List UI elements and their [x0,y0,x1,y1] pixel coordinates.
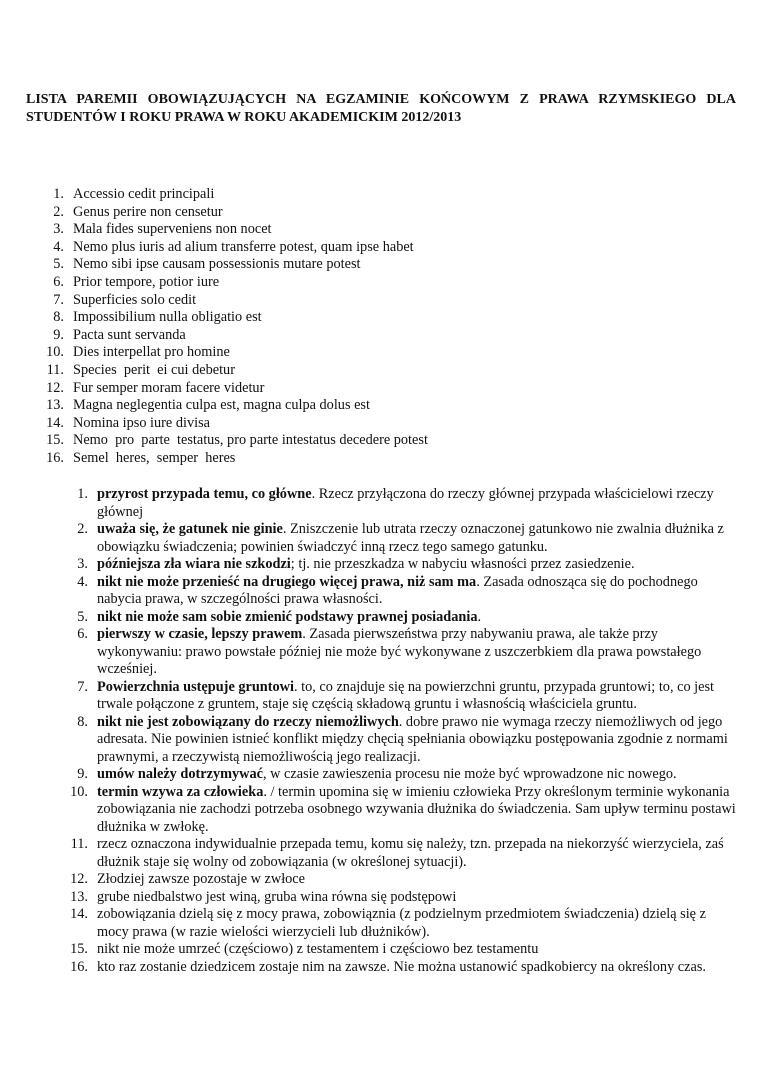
item-text [97,906,737,941]
list-item [62,714,737,767]
item-text: Nemo plus iuris ad alium transferre potest, quam ipse habet [73,238,414,255]
list-item [62,766,737,784]
item-maxim: nikt nie jest zobowiązany do rzeczy niemożliwych [97,713,399,730]
list-item [62,556,737,574]
item-number: 12. [70,871,88,887]
item-number: 5. [53,256,64,273]
item-number: 6. [77,626,88,642]
item-text [97,486,737,521]
list-item [38,274,428,292]
item-number: 15. [70,941,88,957]
item-number: 2. [77,521,88,537]
item-maxim: późniejsza zła wiara nie szkodzi [97,556,291,572]
list-item [62,906,737,941]
list-item [38,450,428,468]
list-item [62,609,737,627]
item-maxim: nikt nie może sam sobie zmienić podstawy prawnej posiadania [97,608,478,625]
item-explanation: zobowiązania dzielą się z mocy prawa, zobowiąznia (z podzielnym przedmiotem świadczenia) dzielą się z mocy prawa (w razie wielości wierzycieli lub dłużników). [97,906,706,940]
item-number: 14. [46,414,64,431]
list-item [38,344,428,362]
item-text: Fur semper moram facere videtur [73,379,265,396]
item-text: Magna neglegentia culpa est, magna culpa dolus est [73,397,370,414]
item-text [97,679,737,714]
list-item [62,521,737,556]
item-maxim: termin wzywa za człowieka [97,783,264,800]
item-number: 1. [53,186,64,202]
polish-translations-list [62,486,737,976]
item-explanation: . / termin upomina się w imieniu człowieka Przy określonym terminie wykonania zobowiązania nie zachodzi potrzeba osobnego wzywania dłużnika do świadczenia. Sam upływ terminu postawi dłużnika w zwłokę. [97,783,736,835]
list-item [38,186,428,204]
item-text: Dies interpellat pro homine [73,344,230,361]
list-item [62,889,737,907]
item-number: 6. [53,273,64,290]
item-explanation: rzecz oznaczona indywidualnie przepada temu, komu się należy, tzn. przepada na niekorzyść wierzyciela, zaś dłużnik staje się wolny od zobowiązania (w określonej sytuacji). [97,836,724,870]
item-text: Nemo sibi ipse causam possessionis mutare potest [73,256,361,273]
item-number: 13. [46,397,64,414]
item-text [97,959,737,977]
item-maxim: przyrost przypada temu, co główne [97,486,312,502]
item-text [97,941,737,959]
item-number: 14. [70,906,88,922]
item-number: 5. [77,608,88,625]
list-item [62,486,737,521]
item-number: 10. [70,783,88,800]
item-text: Nemo pro parte testatus, pro parte intestatus decedere potest [73,432,428,449]
item-number: 11. [46,361,64,378]
list-item [38,397,428,415]
item-explanation: . dobre prawo nie wymaga rzeczy niemożliwych od jego adresata. Nie powinien istnieć konflikt między chęcią spełniania obowiązku postępowania zgodnie z normami prawnymi, a rzeczywistą niemożliwością jego realizacji. [97,713,728,765]
item-text: Species perit ei cui debetur [73,361,235,378]
list-item [38,432,428,450]
item-text [97,609,737,627]
item-number: 11. [70,836,88,852]
list-item [38,362,428,380]
list-item [62,836,737,871]
item-number: 16. [46,449,64,466]
list-item [38,309,428,327]
list-item [62,626,737,679]
item-explanation: . Zniszczenie lub utrata rzeczy oznaczonej gatunkowo nie zwalnia dłużnika z obowiązku świadczenia; powinien świadczyć inną rzecz tego samego gatunku. [97,521,724,555]
item-number: 8. [77,713,88,730]
item-number: 7. [77,678,88,695]
item-text: Prior tempore, potior iure [73,273,220,290]
item-number: 3. [77,556,88,572]
list-item [38,256,428,274]
list-item [62,784,737,837]
list-item [62,679,737,714]
list-item [38,415,428,433]
list-item [62,574,737,609]
item-maxim: umów należy dotrzymywać [97,766,263,782]
item-explanation: . Zasada pierwszeństwa przy nabywaniu prawa, ale także przy wykonywaniu: prawo powstałe później nie może być wykonywane z uszczerbkiem dla prawa powstałego wcześniej. [97,626,702,677]
item-text [97,836,737,871]
item-number: 4. [53,238,64,255]
item-text [97,784,737,837]
item-explanation: nikt nie może umrzeć (częściowo) z testamentem i częściowo bez testamentu [97,941,539,957]
item-number: 10. [46,344,64,361]
item-explanation: . to, co znajduje się na powierzchni gruntu, przypada gruntowi; to, co jest trwale połączone z gruntem, staje się częścią składową gruntu i własnością właściciela gruntu. [97,678,715,712]
item-number: 8. [53,309,64,326]
list-item [38,239,428,257]
item-text [97,714,737,767]
item-number: 1. [77,486,88,502]
item-text [97,626,737,679]
list-item [62,871,737,889]
item-number: 3. [53,221,64,238]
item-number: 15. [46,432,64,449]
item-maxim: uważa się, że gatunek nie ginie [97,521,283,537]
item-number: 13. [70,888,88,905]
item-explanation: . [477,608,482,625]
item-number: 4. [77,573,88,590]
item-maxim: pierwszy w czasie, lepszy prawem [97,626,303,642]
item-text: Semel heres, semper heres [73,449,236,466]
item-number: 12. [46,379,64,396]
item-text: Impossibilium nulla obligatio est [73,309,262,326]
item-text: Superficies solo cedit [73,291,197,308]
list-item [38,327,428,345]
list-item [38,204,428,222]
item-text [97,574,737,609]
item-text: Mala fides superveniens non nocet [73,221,272,238]
latin-maxims-list [38,186,428,468]
item-explanation: Złodziej zawsze pozostaje w zwłoce [97,871,306,887]
page-title: LISTA PAREMII OBOWIĄZUJĄCYCH NA EGZAMINIE KOŃCOWYM Z PRAWA RZYMSKIEGO DLA STUDENTÓW I ROKU PRAWA W ROKU AKADEMICKIM 2012/2013 [26,92,736,125]
item-text [97,766,737,784]
item-text: Pacta sunt servanda [73,326,186,343]
item-number: 16. [70,958,88,975]
item-text [97,889,737,907]
item-number: 9. [77,766,88,782]
item-text: Genus perire non censetur [73,203,223,220]
item-number: 7. [53,291,64,308]
item-explanation: . Rzecz przyłączona do rzeczy głównej przypada właścicielowi rzeczy głównej [97,486,714,520]
item-explanation: kto raz zostanie dziedzicem zostaje nim na zawsze. Nie można ustanowić spadkobiercy na określony czas. [97,958,706,975]
item-explanation: grube niedbalstwo jest winą, gruba wina równa się podstępowi [97,888,457,905]
item-maxim: Powierzchnia ustępuje gruntowi [97,678,294,695]
item-number: 9. [53,326,64,343]
list-item [38,292,428,310]
item-text [97,521,737,556]
list-item [62,959,737,977]
item-text: Nomina ipso iure divisa [73,414,210,431]
list-item [38,221,428,239]
item-maxim: nikt nie może przenieść na drugiego więcej prawa, niż sam ma [97,573,477,590]
item-explanation: , w czasie zawieszenia procesu nie może być wprowadzone nic nowego. [262,766,677,782]
item-number: 2. [53,203,64,220]
list-item [62,941,737,959]
list-item [38,380,428,398]
item-text [97,871,737,889]
item-explanation: . Zasada odnosząca się do pochodnego nabycia prawa, w szczególności prawa własności. [97,573,698,607]
item-text [97,556,737,574]
item-text: Accessio cedit principali [73,186,215,202]
item-explanation: ; tj. nie przeszkadza w nabyciu własności przez zasiedzenie. [290,556,635,572]
